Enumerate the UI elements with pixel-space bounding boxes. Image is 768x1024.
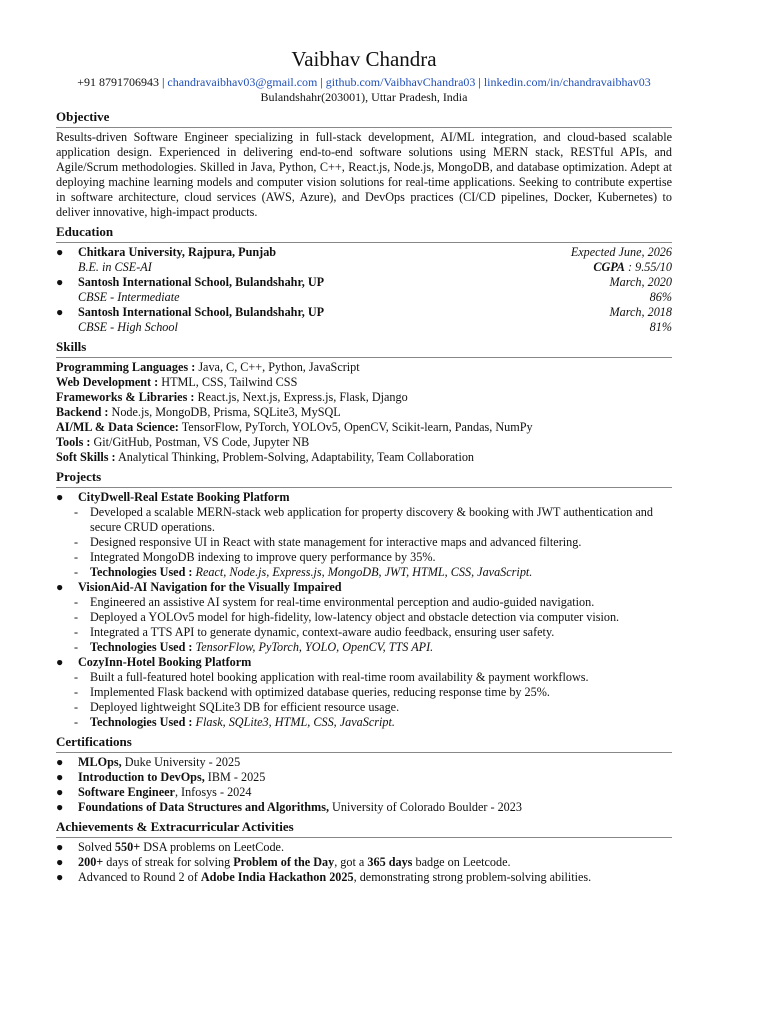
degree-name: CBSE - High School [78, 320, 178, 334]
skill-label: Tools : [56, 435, 91, 449]
achievement-text: badge on Leetcode. [412, 855, 511, 869]
certification-item [56, 800, 672, 815]
bullet-icon: ● [56, 305, 64, 319]
bullet-icon: ● [56, 655, 64, 669]
education-institution [56, 245, 672, 260]
dash-icon: - [74, 610, 79, 624]
certification-name: Foundations of Data Structures and Algorithms, [78, 800, 329, 814]
certification-name: Software Engineer [78, 785, 175, 799]
project-point-text: Engineered an assistive AI system for real-time environmental perception and audio-guided navigation. [90, 595, 595, 609]
section-title-skills: Skills [56, 339, 87, 354]
dash-icon: - [74, 640, 79, 654]
skill-value: TensorFlow, PyTorch, YOLOv5, OpenCV, Scikit-learn, Pandas, NumPy [178, 420, 533, 434]
bullet-icon: ● [56, 785, 64, 799]
project-name: CityDwell-Real Estate Booking Platform [78, 490, 290, 504]
project-point-text: Deployed lightweight SQLite3 DB for efficient resource usage. [90, 700, 400, 714]
tech-list: React, Node.js, Express.js, MongoDB, JWT, HTML, CSS, JavaScript. [192, 565, 533, 579]
project-point [56, 670, 672, 685]
bullet-icon: ● [56, 770, 64, 784]
certification-issuer: Duke University - 2025 [121, 755, 241, 769]
section-title-achievements: Achievements & Extracurricular Activities [56, 819, 294, 834]
linkedin-link[interactable]: linkedin.com/in/chandravaibhav03 [483, 75, 651, 89]
tech-list: Flask, SQLite3, HTML, CSS, JavaScript. [192, 715, 395, 729]
skill-label: Soft Skills : [56, 450, 116, 464]
section-title-education: Education [56, 224, 114, 239]
achievement-text: , got a [334, 855, 368, 869]
email-link[interactable]: chandravaibhav03@gmail.com [167, 75, 318, 89]
certification-item [56, 755, 672, 770]
tech-label: Technologies Used : [90, 565, 193, 579]
skill-row [56, 405, 672, 420]
education-date: March, 2020 [609, 275, 672, 289]
achievement-text: days of streak for solving [103, 855, 234, 869]
education-score: 86% [649, 290, 672, 304]
achievement-text: , demonstrating strong problem-solving abilities. [353, 870, 592, 884]
objective-text: Results-driven Software Engineer specializing in full-stack development, AI/ML integration, and cloud-based scalable application design. Experienced in delivering end-to-end software solutions using MERN stack, RESTful APIs, and Agile/Scrum methodologies. Skilled in Java, Python, C++, React.js, Node.js, MongoDB, and database optimization. Adept at deploying machine learning models and computer vision solutions for real-time applications. Seeking to contribute expertise in software architecture, cloud services (AWS, Azure), and DevOps practices (CI/CD pipelines, Docker, Kubernetes) to deliver innovative, high-impact products. [56, 130, 672, 219]
project-point-text: Built a full-featured hotel booking application with real-time room availability & payment workflows. [90, 670, 589, 684]
skill-row [56, 420, 672, 435]
skill-label: Backend : [56, 405, 109, 419]
section-divider [56, 752, 672, 753]
project-point [56, 700, 672, 715]
section-divider [56, 127, 672, 128]
project-point-text: Implemented Flask backend with optimized database queries, reducing response time by 25%. [90, 685, 550, 699]
education-degree [56, 260, 672, 275]
degree-name: CBSE - Intermediate [78, 290, 180, 304]
dash-icon: - [74, 625, 79, 639]
institution-name: Santosh International School, Bulandshahr, UP [78, 275, 325, 289]
bullet-icon: ● [56, 755, 64, 769]
certification-name: MLOps, [78, 755, 122, 769]
certification-item [56, 785, 672, 800]
project-tech [56, 640, 672, 655]
project-name: VisionAid-AI Navigation for the Visually Impaired [78, 580, 342, 594]
institution-name: Santosh International School, Bulandshahr, UP [78, 305, 325, 319]
dash-icon: - [74, 565, 79, 579]
dash-icon: - [74, 505, 79, 519]
degree-name: B.E. in CSE-AI [78, 260, 152, 274]
dash-icon: - [74, 550, 79, 564]
tech-label: Technologies Used : [90, 715, 193, 729]
section-divider [56, 837, 672, 838]
achievement-item [56, 855, 672, 870]
project-point [56, 550, 672, 565]
project-point [56, 595, 672, 610]
skill-value: Java, C, C++, Python, JavaScript [195, 360, 360, 374]
project-point [56, 625, 672, 640]
bullet-icon: ● [56, 245, 64, 259]
dash-icon: - [74, 685, 79, 699]
project-point-text: Integrated a TTS API to generate dynamic, context-aware audio feedback, ensuring user safety. [90, 625, 555, 639]
separator: | [475, 75, 484, 89]
education-degree [56, 290, 672, 305]
project-title [56, 490, 672, 505]
resume-content [56, 46, 672, 885]
skill-label: Web Development : [56, 375, 159, 389]
dash-icon: - [74, 670, 79, 684]
achievement-item [56, 840, 672, 855]
section-title-objective: Objective [56, 109, 110, 124]
bullet-icon: ● [56, 855, 64, 869]
achievement-highlight: 200+ [78, 855, 104, 869]
separator: | [158, 75, 168, 89]
certification-issuer: IBM - 2025 [204, 770, 266, 784]
section-divider [56, 357, 672, 358]
skill-label: Frameworks & Libraries : [56, 390, 195, 404]
skill-row [56, 435, 672, 450]
skill-row [56, 360, 672, 375]
project-point [56, 535, 672, 550]
achievement-text: DSA problems on LeetCode. [140, 840, 285, 854]
project-name: CozyInn-Hotel Booking Platform [78, 655, 252, 669]
achievement-highlight: Problem of the Day [233, 855, 335, 869]
skill-row [56, 450, 672, 465]
project-point [56, 610, 672, 625]
contact-line [56, 75, 672, 90]
dash-icon: - [74, 700, 79, 714]
score-separator: : [624, 260, 636, 274]
project-tech [56, 715, 672, 730]
dash-icon: - [74, 535, 79, 549]
achievement-highlight: 365 days [367, 855, 413, 869]
project-point-text: Designed responsive UI in React with state management for interactive maps and advanced filtering. [90, 535, 582, 549]
project-point [56, 685, 672, 700]
skills-list [56, 360, 672, 465]
section-divider [56, 242, 672, 243]
tech-list: TensorFlow, PyTorch, YOLO, OpenCV, TTS API. [192, 640, 434, 654]
score-label: CGPA [593, 260, 625, 274]
project-point-text: Integrated MongoDB indexing to improve query performance by 35%. [90, 550, 436, 564]
certification-name: Introduction to DevOps, [78, 770, 205, 784]
institution-name: Chitkara University, Rajpura, Punjab [78, 245, 277, 259]
skill-label: AI/ML & Data Science: [56, 420, 179, 434]
bullet-icon: ● [56, 580, 64, 594]
score-value: 9.55/10 [635, 260, 672, 274]
section-title-certifications: Certifications [56, 734, 132, 749]
education-institution [56, 275, 672, 290]
project-point-text: Deployed a YOLOv5 model for high-fidelity, low-latency object and obstacle detection via computer vision. [90, 610, 620, 624]
certification-issuer: , Infosys - 2024 [174, 785, 252, 799]
education-date: March, 2018 [609, 305, 672, 319]
bullet-icon: ● [56, 275, 64, 289]
phone-number: +91 8791706943 [77, 75, 159, 89]
bullet-icon: ● [56, 490, 64, 504]
certification-issuer: University of Colorado Boulder - 2023 [329, 800, 522, 814]
address: Bulandshahr(203001), Uttar Pradesh, India [260, 90, 468, 104]
achievement-text: Advanced to Round 2 of [78, 870, 201, 884]
project-tech [56, 565, 672, 580]
project-title [56, 655, 672, 670]
section-divider [56, 487, 672, 488]
achievement-text: Solved [78, 840, 115, 854]
skill-value: HTML, CSS, Tailwind CSS [158, 375, 298, 389]
education-date: Expected June, 2026 [570, 245, 672, 259]
certification-item [56, 770, 672, 785]
skill-value: Node.js, MongoDB, Prisma, SQLite3, MySQL [108, 405, 341, 419]
section-title-projects: Projects [56, 469, 102, 484]
education-score [593, 260, 672, 275]
achievement-highlight: 550+ [114, 840, 141, 854]
education-degree [56, 320, 672, 335]
education-institution [56, 305, 672, 320]
dash-icon: - [74, 715, 79, 729]
github-link[interactable]: github.com/VaibhavChandra03 [325, 75, 476, 89]
bullet-icon: ● [56, 840, 64, 854]
skill-value: Analytical Thinking, Problem-Solving, Adaptability, Team Collaboration [115, 450, 475, 464]
bullet-icon: ● [56, 800, 64, 814]
achievement-highlight: Adobe India Hackathon 2025 [200, 870, 354, 884]
project-point-text: Developed a scalable MERN-stack web application for property discovery & booking with JWT authentication and secure CRUD operations. [90, 505, 653, 534]
skill-value: Git/GitHub, Postman, VS Code, Jupyter NB [90, 435, 310, 449]
bullet-icon: ● [56, 870, 64, 884]
skill-row [56, 390, 672, 405]
candidate-name: Vaibhav Chandra [291, 47, 437, 71]
dash-icon: - [74, 595, 79, 609]
project-point [56, 505, 672, 535]
skill-row [56, 375, 672, 390]
achievement-item [56, 870, 672, 885]
education-score: 81% [649, 320, 672, 334]
skill-value: React.js, Next.js, Express.js, Flask, Django [194, 390, 408, 404]
tech-label: Technologies Used : [90, 640, 193, 654]
skill-label: Programming Languages : [56, 360, 196, 374]
project-title [56, 580, 672, 595]
separator: | [317, 75, 326, 89]
